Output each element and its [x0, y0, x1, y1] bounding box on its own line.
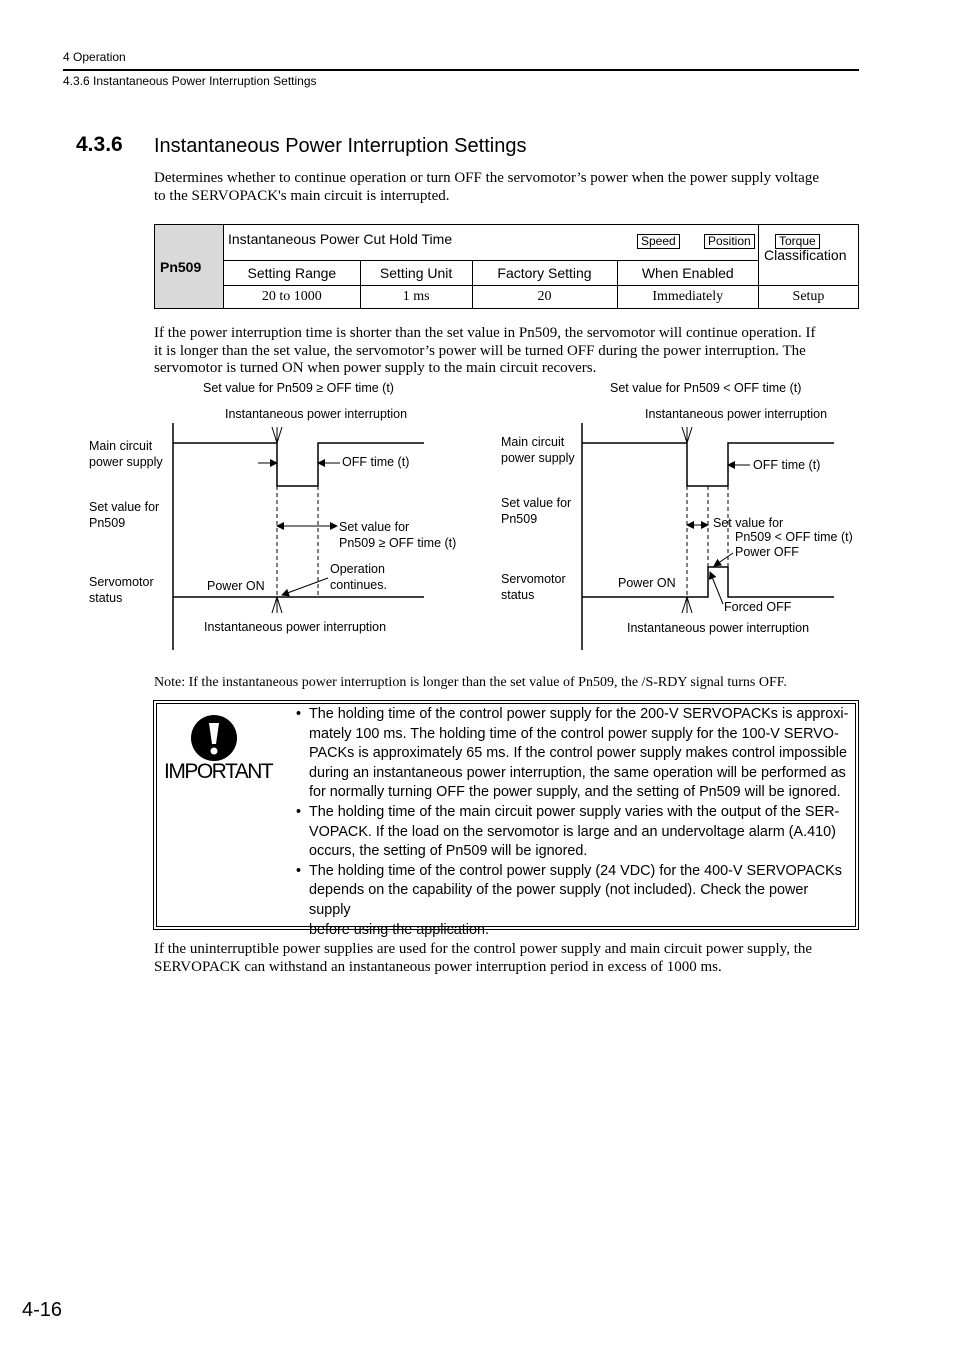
item-line: for normally turning OFF the power supply, and the setting of Pn509 will be ignored. — [309, 784, 841, 801]
item-line: VOPACK. If the load on the servomotor is large and an undervoltage alarm (A.410) — [309, 823, 836, 840]
exclamation-icon — [190, 714, 238, 762]
header-setting-range: Setting Range — [224, 261, 361, 286]
bullet: • — [296, 803, 302, 820]
left-power-on-label: Power ON — [207, 579, 265, 593]
right-set-value-label — [501, 496, 571, 527]
item-line: mately 100 ms. The holding time of the control power supply for the 100-V SERVO- — [309, 725, 839, 742]
label-line: Servomotor — [501, 572, 566, 586]
para-line: servomotor is turned ON when power supply to the main circuit recovers. — [154, 360, 597, 376]
label-line: power supply — [501, 450, 575, 465]
label-line: continues. — [330, 577, 387, 592]
para-line: If the uninterruptible power supplies are used for the control power supply and main circuit power supply, the — [154, 941, 813, 957]
item-line: before using the application. — [309, 921, 490, 938]
item-line: depends on the capability of the power supply (not included). Check the power supply — [309, 882, 809, 918]
section-number: 4.3.6 — [76, 133, 123, 156]
right-power-off-leader — [714, 553, 733, 566]
item-line: The holding time of the main circuit power supply varies with the output of the SER- — [309, 803, 840, 820]
right-bottom-label: Instantaneous power interruption — [627, 621, 810, 635]
label-line: status — [89, 590, 123, 605]
label-line: Set value for — [339, 520, 410, 534]
right-diagram-title: Set value for Pn509 < OFF time (t) — [610, 381, 802, 395]
left-set-value-note — [339, 520, 456, 551]
important-item — [296, 803, 851, 862]
left-servomotor-label — [89, 575, 154, 606]
item-line: The holding time of the control power supply (24 VDC) for the 400-V SERVOPACKs — [309, 862, 842, 879]
value-classification: Setup — [759, 286, 859, 309]
right-forced-off-label: Forced OFF — [724, 600, 792, 614]
important-text — [296, 705, 851, 940]
section-title: Instantaneous Power Interruption Settings — [154, 135, 527, 157]
important-item — [296, 705, 851, 803]
label-line: Main circuit — [501, 435, 565, 449]
value-setting-unit: 1 ms — [360, 286, 472, 309]
right-off-time-label: OFF time (t) — [753, 458, 821, 472]
right-forced-off-leader — [710, 572, 723, 604]
item-line: occurs, the setting of Pn509 will be ignored. — [309, 843, 588, 860]
header-when-enabled: When Enabled — [617, 261, 759, 286]
item-line: The holding time of the control power supply for the 200-V SERVOPACKs is approxi- — [309, 706, 849, 722]
label-line: Pn509 — [501, 511, 538, 526]
intro-line: to the SERVOPACK's main circuit is interrupted. — [154, 187, 450, 204]
right-power-on-label: Power ON — [618, 576, 676, 590]
item-line: PACKs is approximately 65 ms. If the control power supply makes control impossible — [309, 745, 848, 762]
bullet: • — [296, 706, 302, 722]
para-line: SERVOPACK can withstand an instantaneous power interruption period in excess of 1000 ms. — [154, 958, 722, 975]
left-operation-leader — [282, 578, 328, 595]
important-item — [296, 862, 851, 940]
parameter-number: Pn509 — [155, 225, 224, 309]
tag-position: Position — [704, 234, 755, 249]
left-set-value-label — [89, 500, 159, 531]
para-line: If the power interruption time is shorter than the set value in Pn509, the servomotor will continue operation. If — [154, 325, 816, 341]
header-factory-setting: Factory Setting — [472, 261, 617, 286]
left-top-label: Instantaneous power interruption — [225, 407, 408, 421]
intro-line: Determines whether to continue operation or turn OFF the servomotor’s power when the power supply voltage — [154, 170, 819, 186]
label-line: power supply — [89, 454, 163, 469]
important-label: IMPORTANT — [164, 760, 273, 783]
para-line: it is longer than the set value, the servomotor’s power will be turned OFF during the power interruption. The — [154, 342, 806, 359]
page-number: 4-16 — [22, 1299, 63, 1321]
label-line: status — [501, 587, 535, 602]
running-header-section: 4.3.6 Instantaneous Power Interruption Settings — [63, 74, 317, 88]
value-factory-setting: 20 — [472, 286, 617, 309]
parameter-name: Instantaneous Power Cut Hold Time — [228, 231, 453, 247]
item-line: during an instantaneous power interruption, the same operation will be performed as — [309, 764, 846, 781]
right-set-value-note-1: Set value for — [713, 516, 784, 530]
right-top-label: Instantaneous power interruption — [645, 407, 828, 421]
right-set-value-note-2: Pn509 < OFF time (t) — [735, 530, 853, 544]
label-line: Set value for — [89, 500, 160, 514]
label-line: Main circuit — [89, 439, 153, 453]
left-bottom-label: Instantaneous power interruption — [204, 620, 387, 634]
right-power-off-label: Power OFF — [735, 545, 799, 559]
tag-speed: Speed — [637, 234, 680, 249]
value-when-enabled: Immediately — [617, 286, 759, 309]
label-line: Servomotor — [89, 575, 154, 589]
label-line: Set value for — [501, 496, 572, 510]
left-diagram-title: Set value for Pn509 ≥ OFF time (t) — [203, 381, 394, 395]
value-setting-range: 20 to 1000 — [224, 286, 361, 309]
label-line: Operation — [330, 562, 385, 576]
left-main-circuit-label — [89, 439, 163, 470]
left-operation-label — [330, 562, 387, 593]
bullet: • — [296, 862, 302, 879]
ups-paragraph — [154, 941, 860, 976]
right-servomotor-label — [501, 572, 566, 603]
right-main-circuit-label — [501, 435, 575, 466]
note-text: Note: If the instantaneous power interruption is longer than the set value of Pn509, the /S-RDY signal turns OFF. — [154, 675, 787, 690]
label-line: Pn509 — [89, 515, 126, 530]
left-off-time-label: OFF time (t) — [342, 455, 410, 469]
running-header-chapter: 4 Operation — [63, 50, 126, 64]
tag-torque: Torque — [775, 234, 820, 249]
classification-label: Classification — [759, 225, 859, 286]
label-line: Pn509 ≥ OFF time (t) — [339, 535, 457, 550]
header-setting-unit: Setting Unit — [360, 261, 472, 286]
